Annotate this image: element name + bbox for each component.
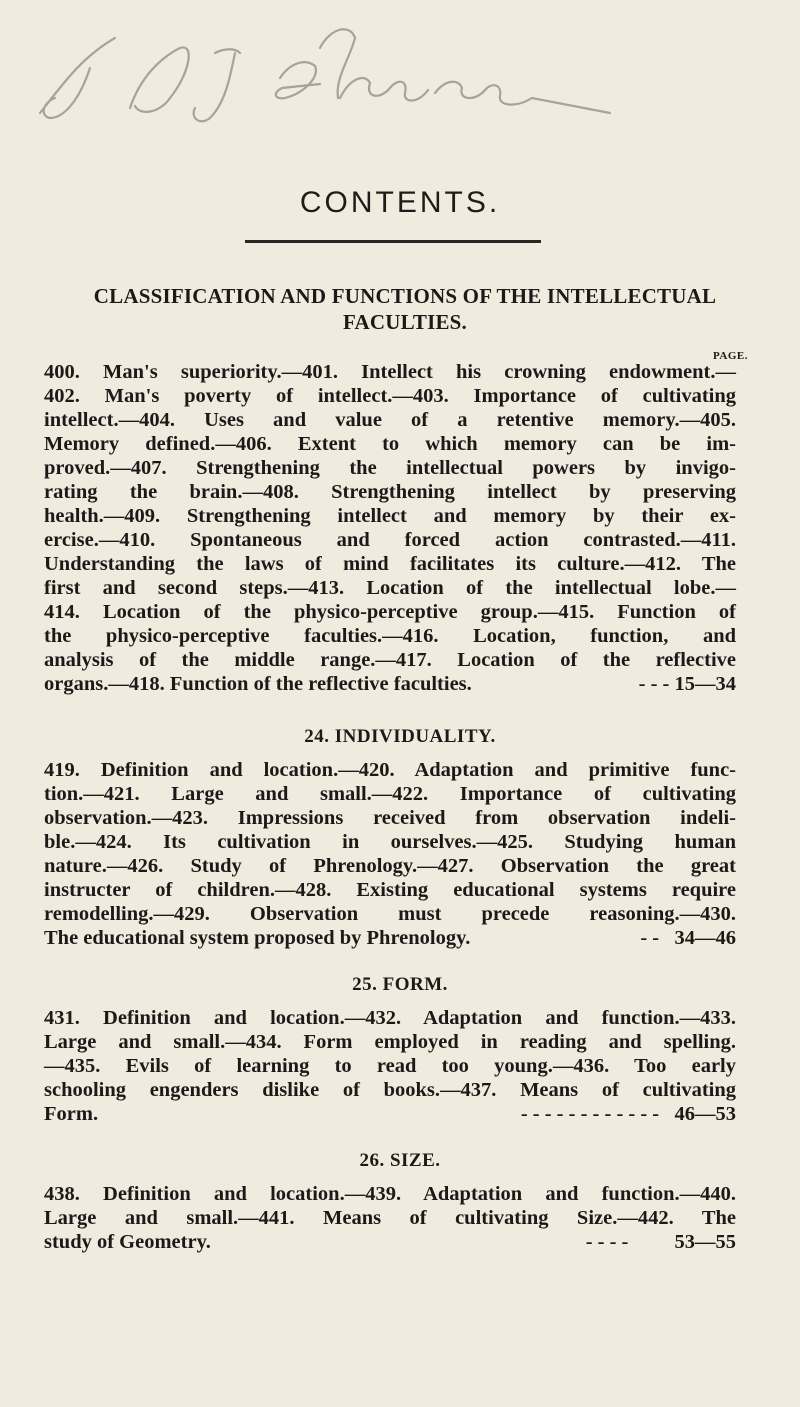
entry-form xyxy=(44,1006,736,1126)
entry-line: —435. Evils of learning to read too young.—436. Too early xyxy=(44,1055,736,1077)
entry-line: Understanding the laws of mind facilitates its culture.—412. The xyxy=(44,553,736,575)
section-heading-individuality: 24. INDIVIDUALITY. xyxy=(304,726,496,747)
entry-line: schooling engenders dislike of books.—437. Means of cultivating xyxy=(44,1079,736,1101)
page-range: 34—46 xyxy=(674,927,736,949)
entry-line: 431. Definition and location.—432. Adaptation and function.—433. xyxy=(44,1007,736,1029)
page-range: 53—55 xyxy=(674,1231,736,1253)
entry-line: instructer of children.—428. Existing educational systems require xyxy=(44,879,736,901)
entry-line: rating the brain.—408. Strengthening intellect by preserving xyxy=(44,481,736,503)
section-heading-form: 25. FORM. xyxy=(352,974,448,995)
dot-leader: - - xyxy=(640,927,660,949)
entry-intellectual xyxy=(44,360,736,696)
entry-line: intellect.—404. Uses and value of a retentive memory.—405. xyxy=(44,409,736,431)
page-range: 46—53 xyxy=(674,1103,736,1125)
handwritten-signature xyxy=(20,18,620,128)
entry-last-line: The educational system proposed by Phrenology. - - 34—46 xyxy=(44,927,736,949)
entry-line: analysis of the middle range.—417. Location of the reflective xyxy=(44,649,736,671)
title-divider xyxy=(245,240,541,243)
entry-last-line: study of Geometry. - - - - 53—55 xyxy=(44,1231,736,1253)
entry-line: the physico-perceptive faculties.—416. Location, function, and xyxy=(44,625,736,647)
entry-line: 402. Man's poverty of intellect.—403. Importance of cultivating xyxy=(44,385,736,407)
entry-line: observation.—423. Impressions received from observation indeli- xyxy=(44,807,736,829)
entry-line: 419. Definition and location.—420. Adaptation and primitive func- xyxy=(44,759,736,781)
section-heading-size: 26. SIZE. xyxy=(359,1150,441,1171)
entry-line: health.—409. Strengthening intellect and memory by their ex- xyxy=(44,505,736,527)
entry-line: Large and small.—434. Form employed in reading and spelling. xyxy=(44,1031,736,1053)
page-range: 15—34 xyxy=(674,673,736,695)
entry-line: proved.—407. Strengthening the intellectual powers by invigo- xyxy=(44,457,736,479)
entry-line: first and second steps.—413. Location of the intellectual lobe.— xyxy=(44,577,736,599)
dot-leader: - - - - - - - - - - - - xyxy=(520,1103,660,1125)
entry-size xyxy=(44,1182,736,1254)
entry-last-line: Form. - - - - - - - - - - - - 46—53 xyxy=(44,1103,736,1125)
dot-leader: - - - xyxy=(638,673,670,695)
section-heading-intellectual: CLASSIFICATION AND FUNCTIONS OF THE INTELLECTUAL FACULTIES. xyxy=(93,284,717,334)
entry-line: Memory defined.—406. Extent to which memory can be im- xyxy=(44,433,736,455)
page-column-label: PAGE. xyxy=(713,350,748,362)
entry-line: tion.—421. Large and small.—422. Importance of cultivating xyxy=(44,783,736,805)
page-title: CONTENTS. xyxy=(299,186,501,219)
entry-line: 414. Location of the physico-perceptive group.—415. Function of xyxy=(44,601,736,623)
entry-line: remodelling.—429. Observation must precede reasoning.—430. xyxy=(44,903,736,925)
entry-last-line: organs.—418. Function of the reflective faculties. - - - 15—34 xyxy=(44,673,736,695)
dot-leader: - - - - xyxy=(585,1231,629,1253)
entry-line: ercise.—410. Spontaneous and forced action contrasted.—411. xyxy=(44,529,736,551)
entry-line: 438. Definition and location.—439. Adaptation and function.—440. xyxy=(44,1183,736,1205)
entry-line: 400. Man's superiority.—401. Intellect his crowning endowment.— xyxy=(44,361,736,383)
entry-individuality xyxy=(44,758,736,950)
entry-line: ble.—424. Its cultivation in ourselves.—425. Studying human xyxy=(44,831,736,853)
entry-line: nature.—426. Study of Phrenology.—427. Observation the great xyxy=(44,855,736,877)
entry-line: Large and small.—441. Means of cultivating Size.—442. The xyxy=(44,1207,736,1229)
